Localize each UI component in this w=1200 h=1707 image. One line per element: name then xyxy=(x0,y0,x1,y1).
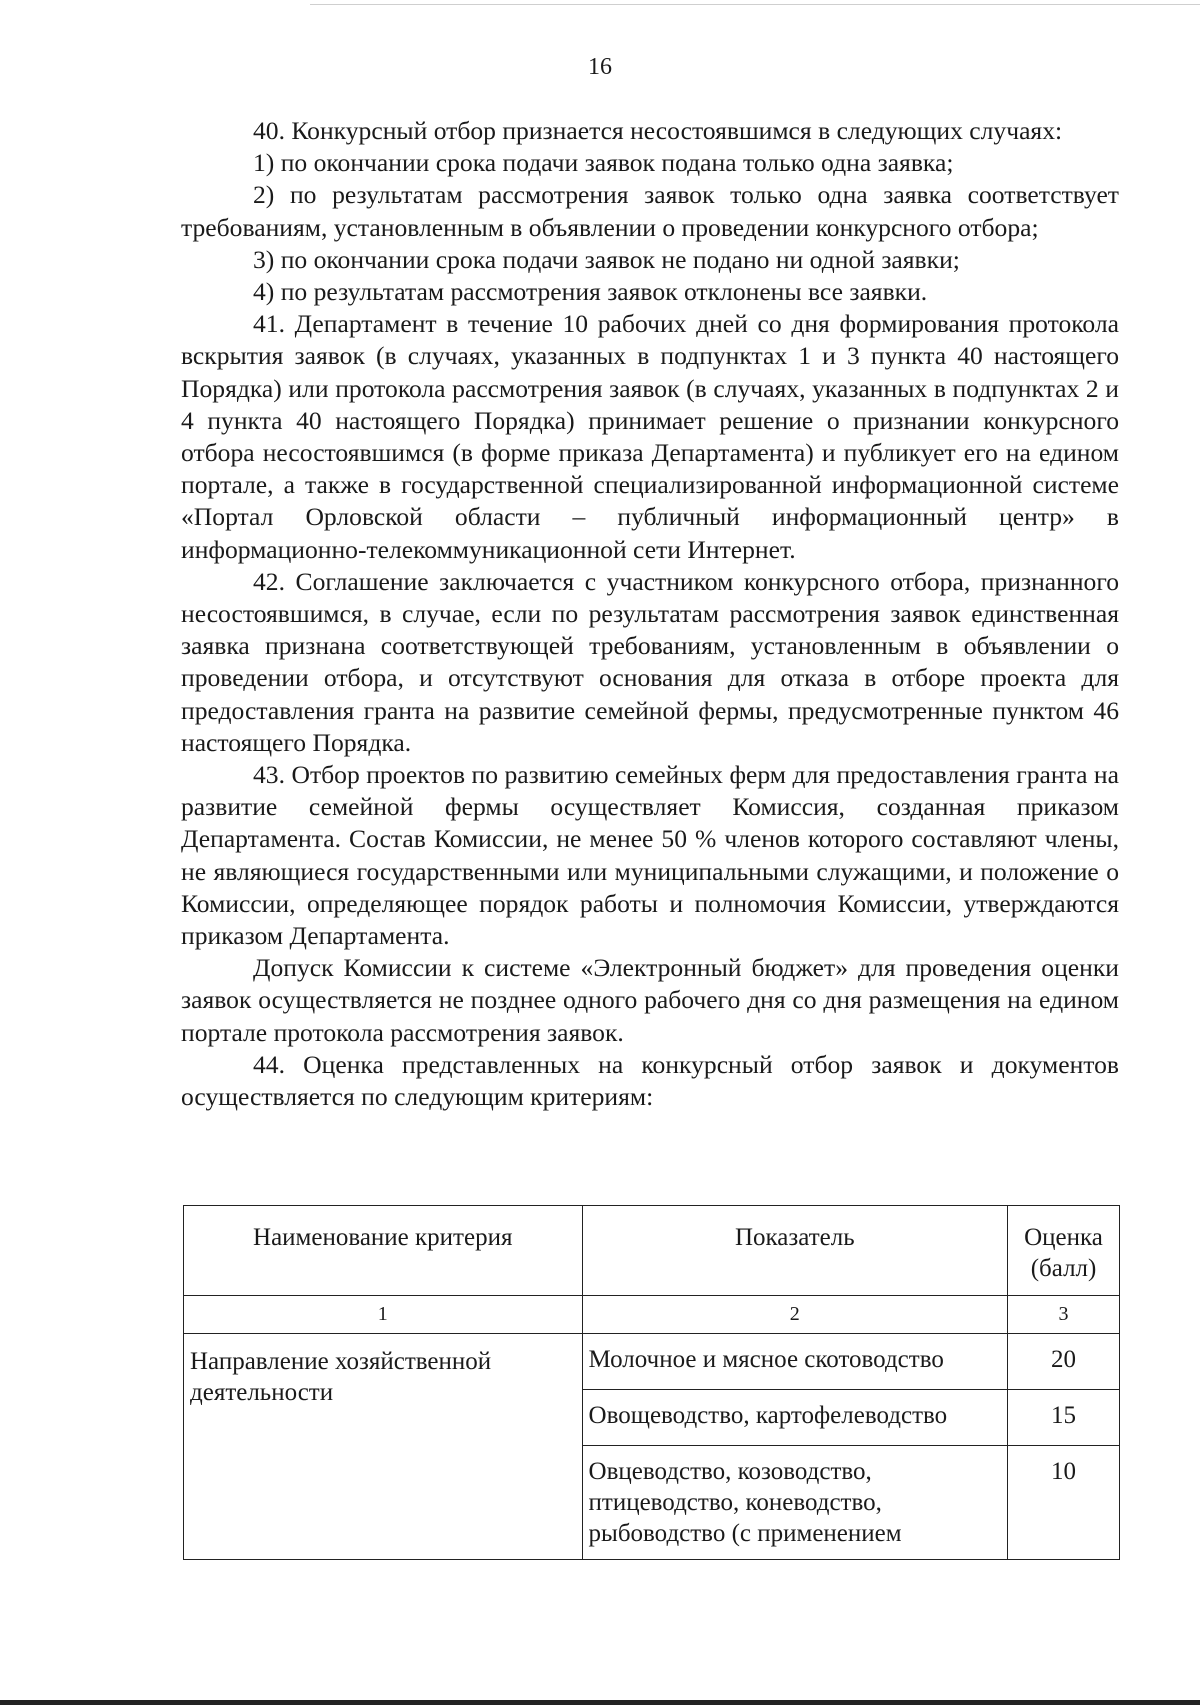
paragraph-40-item-4: 4) по результатам рассмотрения заявок отклонены все заявки. xyxy=(253,277,928,307)
column-number-1: 1 xyxy=(184,1296,583,1334)
paragraph-40-item-1: 1) по окончании срока подачи заявок подана только одна заявка; xyxy=(253,148,954,178)
criteria-table xyxy=(183,1205,1120,1560)
scan-top-edge xyxy=(310,4,1200,5)
header-indicator: Показатель xyxy=(582,1206,1008,1296)
score-cell: 20 xyxy=(1008,1334,1120,1390)
indicator-cell: Овощеводство, картофелеводство xyxy=(582,1390,1008,1446)
paragraph-42: 42. Соглашение заключается с участником конкурсного отбора, признанного несостоявшимся, в случае, если по результатам рассмотрения заявок единственная заявка признана соответствующей требованиям, установленным в объявлении о проведении отбора, и отсутствуют основания для отказа в отборе проекта для предоставления гранта на развитие семейной фермы, предусмотренные пунктом 46 настоящего Порядка. xyxy=(181,566,1119,757)
header-criterion: Наименование критерия xyxy=(184,1206,583,1296)
score-cell: 10 xyxy=(1008,1446,1120,1560)
criterion-cell: Направление хозяйственной деятельности xyxy=(184,1334,583,1560)
table-header-row xyxy=(184,1206,1120,1296)
paragraph-40: 40. Конкурсный отбор признается несостоявшимся в следующих случаях: xyxy=(253,116,1063,145)
table-column-numbers-row xyxy=(184,1296,1120,1334)
page-number: 16 xyxy=(588,54,612,80)
paragraph-43: 43. Отбор проектов по развитию семейных ферм для предоставления гранта на развитие семейной фермы осуществляет Комиссия, созданная приказом Департамента. Состав Комиссии, не менее 50 % членов которого составляют члены, не являющиеся государственными или муниципальными служащими, и положение о Комиссии, определяющее порядок работы и полномочия Комиссии, утверждаются приказом Департамента. xyxy=(181,760,1119,951)
column-number-2: 2 xyxy=(582,1296,1008,1334)
paragraph-41: 41. Департамент в течение 10 рабочих дней со дня формирования протокола вскрытия заявок (в случаях, указанных в подпунктах 1 и 3 пункта 40 настоящего Порядка) или протокола рассмотрения заявок (в случаях, указанных в подпунктах 2 и 4 пункта 40 настоящего Порядка) принимает решение о признании конкурсного отбора несостоявшимся (в форме приказа Департамента) и публикует его на едином портале, а также в государственной специализированной информационной системе «Портал Орловской области – публичный информационный центр» в информационно-телекоммуникационной сети Интернет. xyxy=(181,309,1119,564)
table-row xyxy=(184,1334,1120,1390)
column-number-3: 3 xyxy=(1008,1296,1120,1334)
score-cell: 15 xyxy=(1008,1390,1120,1446)
paragraph-40-item-2: 2) по результатам рассмотрения заявок только одна заявка соответствует требованиям, установленным в объявлении о проведении конкурсного отбора; xyxy=(181,180,1119,242)
paragraph-44: 44. Оценка представленных на конкурсный отбор заявок и документов осуществляется по следующим критериям: xyxy=(181,1049,1119,1112)
paragraph-40-item-3: 3) по окончании срока подачи заявок не подано ни одной заявки; xyxy=(253,244,960,274)
paragraph-43-access: Допуск Комиссии к системе «Электронный бюджет» для проведения оценки заявок осуществляется не позднее одного рабочего дня со дня размещения на едином портале протокола рассмотрения заявок. xyxy=(181,953,1119,1047)
document-body xyxy=(181,115,1119,1113)
scan-bottom-edge xyxy=(0,1700,1200,1705)
indicator-cell: Молочное и мясное скотоводство xyxy=(582,1334,1008,1390)
indicator-cell: Овцеводство, козоводство, птицеводство, коневодство, рыбоводство (с применением xyxy=(582,1446,1008,1560)
header-score: Оценка (балл) xyxy=(1008,1206,1120,1296)
